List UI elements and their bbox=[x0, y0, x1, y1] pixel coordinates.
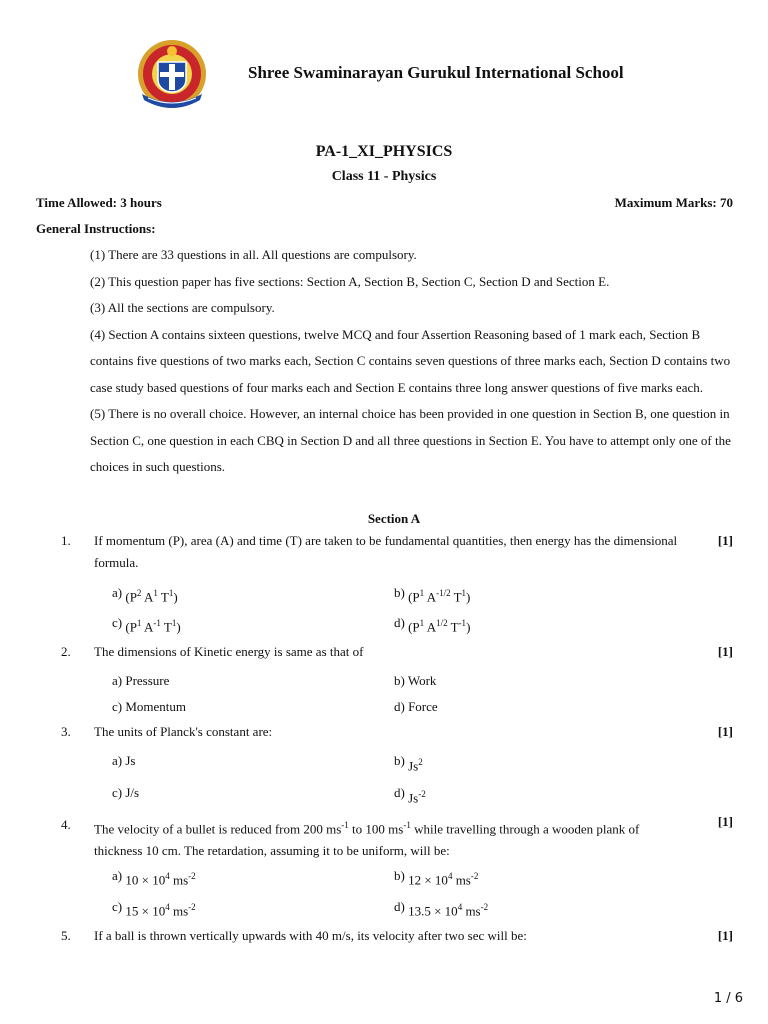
instruction-item: (1) There are 33 questions in all. All questions are compulsory. bbox=[90, 247, 417, 262]
instruction-item: (4) Section A contains sixteen questions, twelve MCQ and four Assertion Reasoning based of 1 mark each, Section B contains five questions of two marks each, Section C contains seven questions of three marks each, Section D contains two case study based questions of four marks each and Section E contains three long answer questions of five marks each. bbox=[90, 326, 731, 395]
paper-subtitle: Class 11 - Physics bbox=[331, 169, 437, 184]
paper-title: PA-1_XI_PHYSICS bbox=[315, 143, 453, 160]
question-number: 5. bbox=[61, 928, 71, 943]
option-b[interactable]: b) $12 \times 10^4$ $ms^{-2}$ bbox=[394, 868, 479, 888]
option-d[interactable]: d) Force bbox=[394, 699, 438, 714]
maximum-marks: Maximum Marks: 70 bbox=[614, 195, 733, 210]
option-a[interactable]: a) ($P^2$ $A^1$ $T^1$) bbox=[112, 585, 178, 605]
option-d[interactable]: d) $Js^{-2}$ bbox=[394, 785, 426, 806]
question-text: The units of Planck's constant are: bbox=[94, 724, 273, 739]
option-b[interactable]: b) Js$^2$ bbox=[394, 753, 423, 774]
instructions-heading: General Instructions: bbox=[36, 221, 156, 236]
option-c[interactable]: c) ($P^1$ $A^{-1}$ $T^1$) bbox=[112, 615, 181, 635]
option-a[interactable]: a) Pressure bbox=[112, 673, 170, 688]
page-indicator: 1 / 6 bbox=[713, 991, 743, 1006]
question-number: 2. bbox=[61, 644, 71, 659]
question-marks: [1] bbox=[717, 928, 733, 943]
instruction-item: (2) This question paper has five sections: Section A, Section B, Section C, Section D and Section E. bbox=[90, 273, 610, 289]
instruction-item: (3) All the sections are compulsory. bbox=[90, 300, 275, 315]
option-c[interactable]: c) $15 \times 10^4$ $ms^{-2}$ bbox=[112, 899, 196, 919]
question-number: 4. bbox=[61, 817, 71, 832]
option-a[interactable]: a) $10 \times 10^4$ $ms^{-2}$ bbox=[112, 868, 196, 888]
option-c[interactable]: c) Momentum bbox=[112, 699, 187, 714]
option-d[interactable]: d) $13.5 \times 10^4$ $ms^{-2}$ bbox=[394, 899, 489, 919]
time-allowed: Time Allowed: 3 hours bbox=[36, 195, 162, 210]
question-marks: [1] bbox=[717, 814, 733, 829]
school-logo bbox=[134, 38, 210, 110]
instructions-list bbox=[90, 242, 740, 481]
section-title: Section A bbox=[367, 511, 421, 526]
question-marks: [1] bbox=[717, 724, 733, 739]
question-marks: [1] bbox=[717, 533, 733, 548]
question-text: If momentum (P), area (A) and time (T) are taken to be fundamental quantities, then energy has the dimensional formula. bbox=[94, 533, 678, 570]
question-number: 1. bbox=[61, 533, 71, 548]
school-name: Shree Swaminarayan Gurukul International School bbox=[248, 63, 624, 82]
question-text: The velocity of a bullet is reduced from 200 $ms^{-1}$ to 100 $ms^{-1}$ while travelling through a wooden plank of thickness 10 cm. The retardation, assuming it to be uniform, will be: bbox=[94, 820, 640, 859]
option-b[interactable]: b) ($P^1$ $A^{-1/2}$ $T^1$) bbox=[394, 585, 471, 605]
option-b[interactable]: b) Work bbox=[394, 673, 437, 688]
option-d[interactable]: d) ($P^1$ $A^{1/2}$ $T^{-1}$) bbox=[394, 615, 471, 635]
question-marks: [1] bbox=[717, 644, 733, 659]
option-c[interactable]: c) J/s bbox=[112, 785, 140, 800]
question-text: If a ball is thrown vertically upwards with 40 m/s, its velocity after two sec will be: bbox=[94, 928, 527, 943]
question-number: 3. bbox=[61, 724, 71, 739]
option-a[interactable]: a) Js bbox=[112, 753, 136, 768]
question-text: The dimensions of Kinetic energy is same as that of bbox=[94, 644, 364, 659]
instruction-item: (5) There is no overall choice. However, an internal choice has been provided in one question in Section B, one question in Section C, one question in each CBQ in Section D and all three questions in Section E. You have to attempt only one of the choices in such questions. bbox=[90, 406, 731, 474]
